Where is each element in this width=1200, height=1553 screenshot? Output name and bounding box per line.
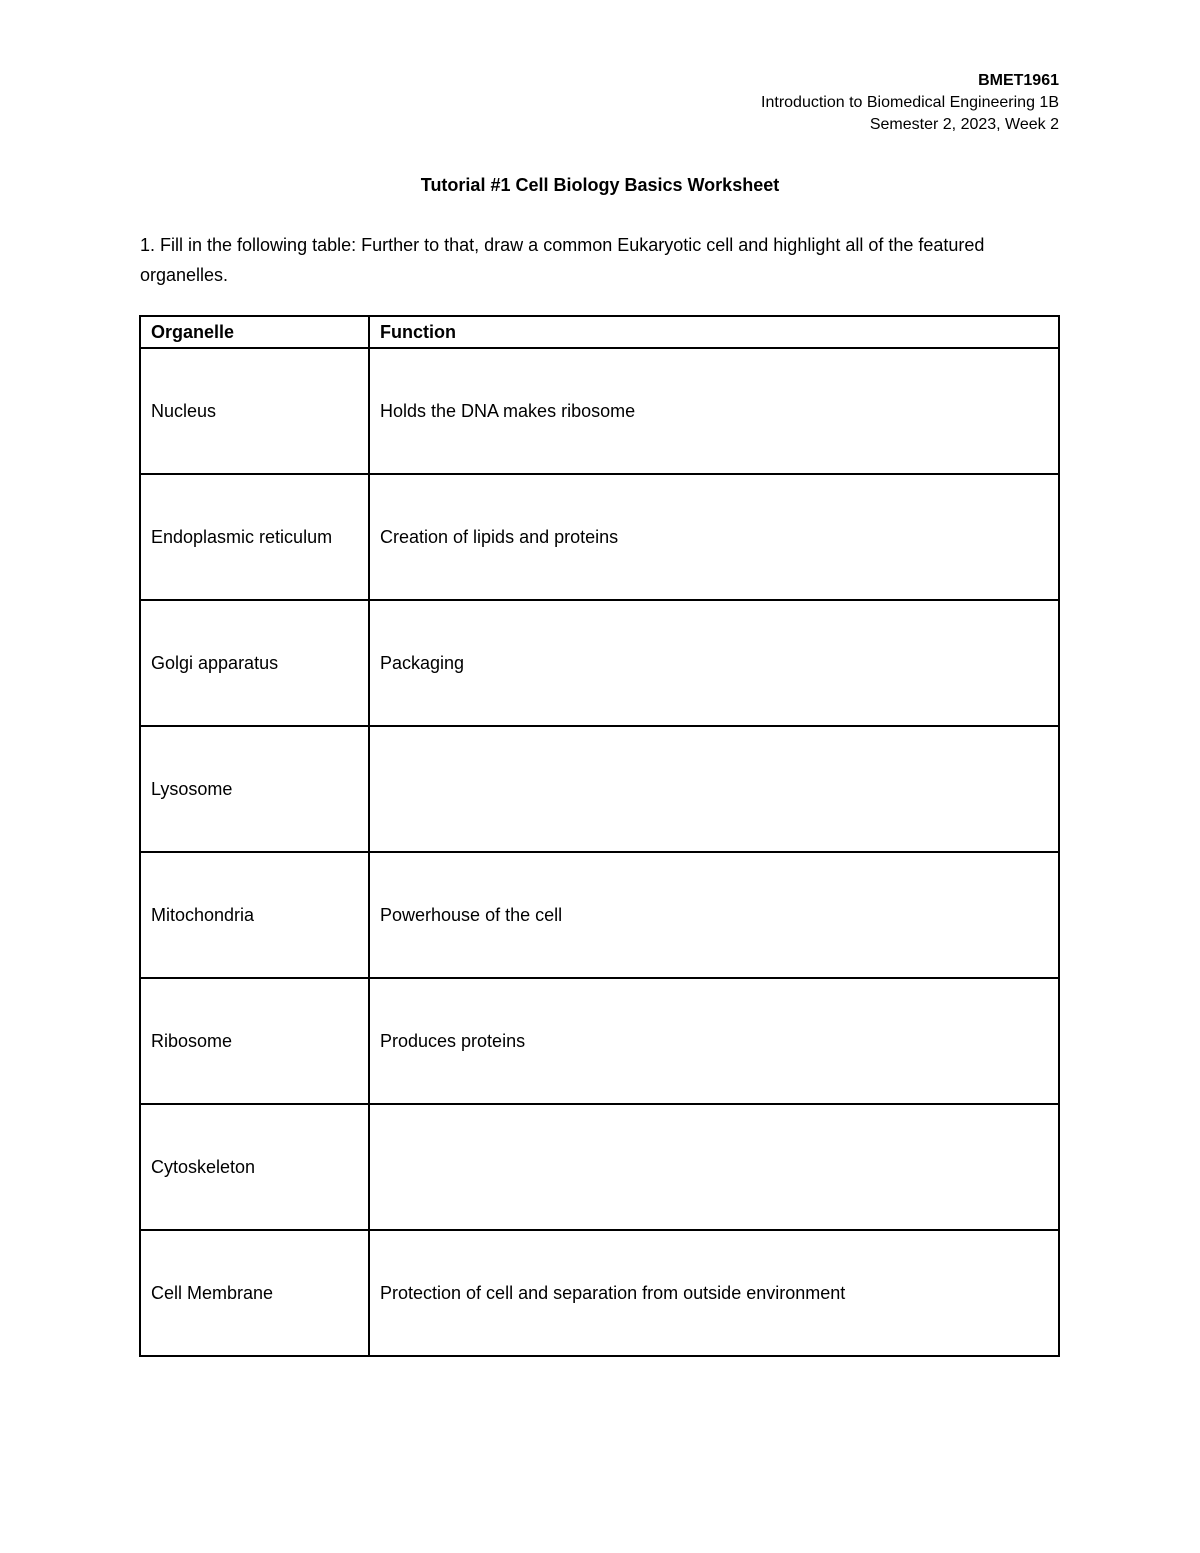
function-cell[interactable] bbox=[369, 1104, 1059, 1230]
function-cell[interactable] bbox=[369, 726, 1059, 852]
organelle-table bbox=[139, 315, 1060, 1357]
table-row bbox=[140, 852, 1059, 978]
course-name: Introduction to Biomedical Engineering 1B bbox=[761, 94, 1059, 111]
worksheet-title: Tutorial #1 Cell Biology Basics Worksheet bbox=[420, 175, 780, 195]
organelle-cell: Lysosome bbox=[140, 726, 369, 852]
function-cell[interactable]: Powerhouse of the cell bbox=[369, 852, 1059, 978]
function-cell[interactable]: Holds the DNA makes ribosome bbox=[369, 348, 1059, 474]
table-row bbox=[140, 726, 1059, 852]
table-row bbox=[140, 1104, 1059, 1230]
organelle-cell: Ribosome bbox=[140, 978, 369, 1104]
organelle-cell: Cell Membrane bbox=[140, 1230, 369, 1356]
function-cell[interactable]: Protection of cell and separation from outside environment bbox=[369, 1230, 1059, 1356]
table-header-row bbox=[140, 316, 1059, 348]
document-header bbox=[761, 70, 1059, 136]
organelle-cell: Cytoskeleton bbox=[140, 1104, 369, 1230]
table-row bbox=[140, 348, 1059, 474]
organelle-cell: Nucleus bbox=[140, 348, 369, 474]
term-info: Semester 2, 2023, Week 2 bbox=[869, 116, 1059, 133]
function-cell[interactable]: Creation of lipids and proteins bbox=[369, 474, 1059, 600]
table-row bbox=[140, 978, 1059, 1104]
table-row bbox=[140, 600, 1059, 726]
organelle-cell: Endoplasmic reticulum bbox=[140, 474, 369, 600]
table-row bbox=[140, 474, 1059, 600]
header-organelle: Organelle bbox=[140, 316, 369, 348]
function-cell[interactable]: Packaging bbox=[369, 600, 1059, 726]
organelle-cell: Mitochondria bbox=[140, 852, 369, 978]
question-text: 1. Fill in the following table: Further to that, draw a common Eukaryotic cell and highlight all of the featured organelles. bbox=[140, 235, 985, 285]
table-row bbox=[140, 1230, 1059, 1356]
header-function: Function bbox=[369, 316, 1059, 348]
course-code: BMET1961 bbox=[978, 72, 1059, 89]
function-cell[interactable]: Produces proteins bbox=[369, 978, 1059, 1104]
organelle-cell: Golgi apparatus bbox=[140, 600, 369, 726]
